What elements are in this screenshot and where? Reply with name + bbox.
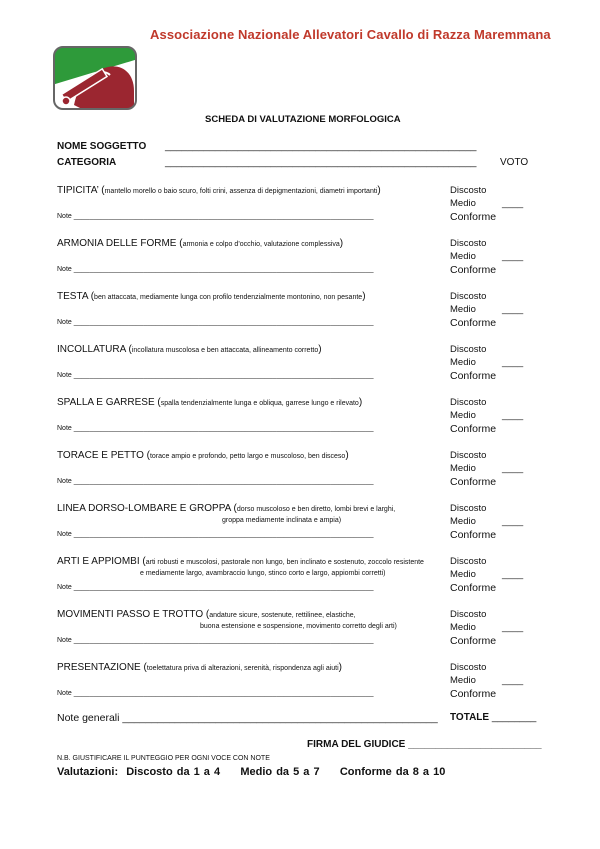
option-medio: Medio [450, 675, 476, 686]
note-field[interactable]: Note _____________________________________________________________________________ [57, 425, 374, 432]
note-field[interactable]: Note _____________________________________________________________________________ [57, 213, 374, 220]
option-discosto: Discosto [450, 238, 487, 249]
option-discosto: Discosto [450, 662, 487, 673]
note-field[interactable]: Note _____________________________________________________________________________ [57, 531, 374, 538]
option-discosto: Discosto [450, 344, 487, 355]
score-field[interactable]: ____ [502, 675, 524, 686]
option-medio: Medio [450, 622, 476, 633]
score-field[interactable]: ____ [502, 357, 524, 368]
criterion-title: PRESENTAZIONE (toelettatura priva di alterazioni, serenità, rispondenza agli aiuti) [57, 662, 343, 673]
category-field[interactable]: ________________________________________________________ [165, 157, 477, 168]
association-logo [52, 45, 138, 111]
option-discosto: Discosto [450, 185, 487, 196]
criterion-description-cont: e mediamente largo, avambraccio lungo, stinco corto e largo, appiombi corretti) [140, 570, 386, 577]
score-field[interactable]: ____ [502, 569, 524, 580]
option-conforme: Conforme [450, 317, 497, 329]
general-notes-field[interactable]: Note generali ______________________________________________________ [57, 712, 438, 724]
option-medio: Medio [450, 569, 476, 580]
organization-title: Associazione Nazionale Allevatori Cavallo di Razza Maremmana [150, 27, 551, 42]
score-header: VOTO [500, 157, 529, 168]
option-medio: Medio [450, 357, 476, 368]
score-legend: Valutazioni: Discosto da 1 a 4 Medio da 5 a 7 Conforme da 8 a 10 [57, 766, 446, 778]
criterion-title: SPALLA E GARRESE (spalla tendenzialmente lunga e obliqua, garrese lungo e rilevato) [57, 397, 363, 408]
option-conforme: Conforme [450, 423, 497, 435]
option-conforme: Conforme [450, 264, 497, 276]
total-field[interactable]: TOTALE ________ [450, 712, 537, 723]
criterion-title: LINEA DORSO-LOMBARE E GROPPA (dorso muscoloso e ben diretto, lombi brevi e larghi, [57, 503, 396, 514]
option-discosto: Discosto [450, 503, 487, 514]
option-conforme: Conforme [450, 476, 497, 488]
criterion-title: ARTI E APPIOMBI (arti robusti e muscolosi, pastorale non lungo, ben inclinato e sostenuto, zoccolo resistente [57, 556, 424, 567]
option-discosto: Discosto [450, 397, 487, 408]
option-discosto: Discosto [450, 556, 487, 567]
criterion-title: TORACE E PETTO (torace ampio e profondo, petto largo e muscoloso, ben disceso) [57, 450, 349, 461]
option-medio: Medio [450, 198, 476, 209]
note-field[interactable]: Note _____________________________________________________________________________ [57, 372, 374, 379]
option-discosto: Discosto [450, 291, 487, 302]
score-field[interactable]: ____ [502, 304, 524, 315]
criterion-title: MOVIMENTI PASSO E TROTTO (andature sicure, sostenute, rettilinee, elastiche, [57, 609, 356, 620]
option-conforme: Conforme [450, 688, 497, 700]
criterion-title: TESTA (ben attaccata, mediamente lunga con profilo tendenzialmente montonino, non pesante) [57, 291, 366, 302]
criterion-title: ARMONIA DELLE FORME (armonia e colpo d’occhio, valutazione complessiva) [57, 238, 344, 249]
form-title: SCHEDA DI VALUTAZIONE MORFOLOGICA [205, 114, 401, 125]
option-medio: Medio [450, 463, 476, 474]
score-field[interactable]: ____ [502, 198, 524, 209]
option-conforme: Conforme [450, 370, 497, 382]
category-label: CATEGORIA [57, 157, 117, 168]
note-field[interactable]: Note _____________________________________________________________________________ [57, 319, 374, 326]
criterion-title: TIPICITA’ (mantello morello o baio scuro, folti crini, assenza di depigmentazioni, diametri importanti) [57, 185, 381, 196]
subject-name-field[interactable]: ________________________________________________________ [165, 141, 477, 152]
option-discosto: Discosto [450, 609, 487, 620]
option-conforme: Conforme [450, 529, 497, 541]
option-conforme: Conforme [450, 211, 497, 223]
criterion-description-cont: groppa mediamente inclinata e ampia) [222, 517, 342, 524]
option-conforme: Conforme [450, 582, 497, 594]
score-field[interactable]: ____ [502, 622, 524, 633]
option-discosto: Discosto [450, 450, 487, 461]
option-medio: Medio [450, 410, 476, 421]
criterion-description-cont: buona estensione e sospensione, movimento corretto degli arti) [200, 623, 397, 630]
score-field[interactable]: ____ [502, 463, 524, 474]
subject-name-label: NOME SOGGETTO [57, 141, 147, 152]
note-field[interactable]: Note _____________________________________________________________________________ [57, 690, 374, 697]
note-field[interactable]: Note _____________________________________________________________________________ [57, 266, 374, 273]
nb-note: N.B. GIUSTIFICARE IL PUNTEGGIO PER OGNI VOCE CON NOTE [57, 755, 270, 762]
score-field[interactable]: ____ [502, 410, 524, 421]
criterion-title: INCOLLATURA (incollatura muscolosa e ben attaccata, allineamento corretto) [57, 344, 322, 355]
note-field[interactable]: Note _____________________________________________________________________________ [57, 637, 374, 644]
note-field[interactable]: Note _____________________________________________________________________________ [57, 478, 374, 485]
option-medio: Medio [450, 516, 476, 527]
option-conforme: Conforme [450, 635, 497, 647]
option-medio: Medio [450, 251, 476, 262]
judge-signature-field[interactable]: FIRMA DEL GIUDICE ________________________ [307, 739, 542, 750]
score-field[interactable]: ____ [502, 516, 524, 527]
score-field[interactable]: ____ [502, 251, 524, 262]
note-field[interactable]: Note _____________________________________________________________________________ [57, 584, 374, 591]
option-medio: Medio [450, 304, 476, 315]
